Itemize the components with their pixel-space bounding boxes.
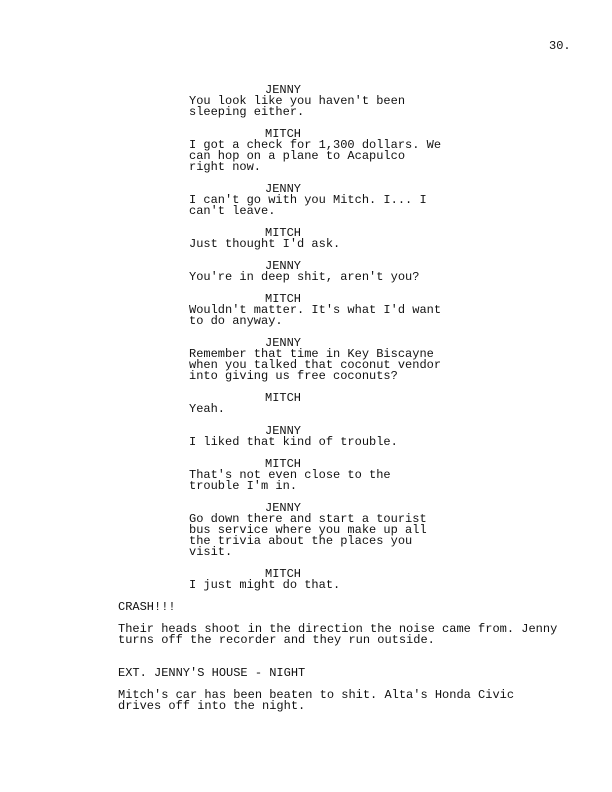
dialogue-line: sleeping either. [189,105,305,119]
action-line: CRASH!!! [118,600,176,614]
dialogue-line: visit. [189,545,233,559]
blank-line [0,173,612,184]
dialogue-block [0,195,612,217]
blank-line [0,646,612,657]
page-number: 30. [549,39,571,53]
blank-line [0,382,612,393]
dialogue-line: Just thought I'd ask. [189,237,341,251]
dialogue-line: right now. [189,160,262,174]
dialogue-line: the trivia about the places you [189,534,413,548]
dialogue-block [0,96,612,118]
blank-line [0,492,612,503]
character-name: JENNY [265,424,302,438]
dialogue-line: You look like you haven't been [189,94,406,108]
character-name: MITCH [265,567,302,581]
character-name: MITCH [265,457,302,471]
action-block [0,690,612,712]
dialogue-line: I got a check for 1,300 dollars. We [189,138,442,152]
dialogue-line: bus service where you make up all [189,523,427,537]
character-name: MITCH [265,391,302,405]
screenplay-body [0,85,612,712]
dialogue-line: That's not even close to the [189,468,391,482]
dialogue-line: Remember that time in Key Biscayne [189,347,434,361]
action-line: Their heads shoot in the direction the noise came from. Jenny [118,622,558,636]
dialogue-line: when you talked that coconut vendor [189,358,442,372]
blank-line [0,250,612,261]
character-name: MITCH [265,127,302,141]
dialogue-block [0,305,612,327]
character-name: JENNY [265,182,302,196]
character-name: MITCH [265,226,302,240]
character-block [0,393,612,404]
scene-heading-block [0,668,612,679]
dialogue-block [0,514,612,558]
dialogue-block [0,580,612,591]
dialogue-block [0,470,612,492]
blank-line [0,283,612,294]
dialogue-line: Yeah. [189,402,226,416]
dialogue-line: Wouldn't matter. It's what I'd want [189,303,442,317]
dialogue-line: I can't go with you Mitch. I... I [189,193,427,207]
character-name: JENNY [265,83,302,97]
dialogue-line: You're in deep shit, aren't you? [189,270,420,284]
dialogue-line: I just might do that. [189,578,341,592]
blank-line [0,591,612,602]
dialogue-line: can hop on a plane to Acapulco [189,149,406,163]
dialogue-block [0,239,612,250]
blank-line [0,118,612,129]
dialogue-block [0,272,612,283]
action-block [0,602,612,613]
character-name: JENNY [265,259,302,273]
dialogue-block [0,437,612,448]
action-line: Mitch's car has been beaten to shit. Alta's Honda Civic [118,688,515,702]
character-name: MITCH [265,292,302,306]
blank-line [0,415,612,426]
action-line: turns off the recorder and they run outside. [118,633,435,647]
blank-line [0,657,612,668]
dialogue-block [0,349,612,382]
action-block [0,624,612,646]
blank-line [0,558,612,569]
dialogue-line: can't leave. [189,204,276,218]
dialogue-line: into giving us free coconuts? [189,369,398,383]
dialogue-line: Go down there and start a tourist [189,512,427,526]
dialogue-block [0,404,612,415]
dialogue-line: trouble I'm in. [189,479,298,493]
dialogue-block [0,140,612,173]
scene-heading-line: EXT. JENNY'S HOUSE - NIGHT [118,666,306,680]
character-name: JENNY [265,501,302,515]
dialogue-line: to do anyway. [189,314,283,328]
character-name: JENNY [265,336,302,350]
blank-line [0,327,612,338]
dialogue-line: I liked that kind of trouble. [189,435,398,449]
action-line: drives off into the night. [118,699,306,713]
blank-line [0,448,612,459]
blank-line [0,217,612,228]
